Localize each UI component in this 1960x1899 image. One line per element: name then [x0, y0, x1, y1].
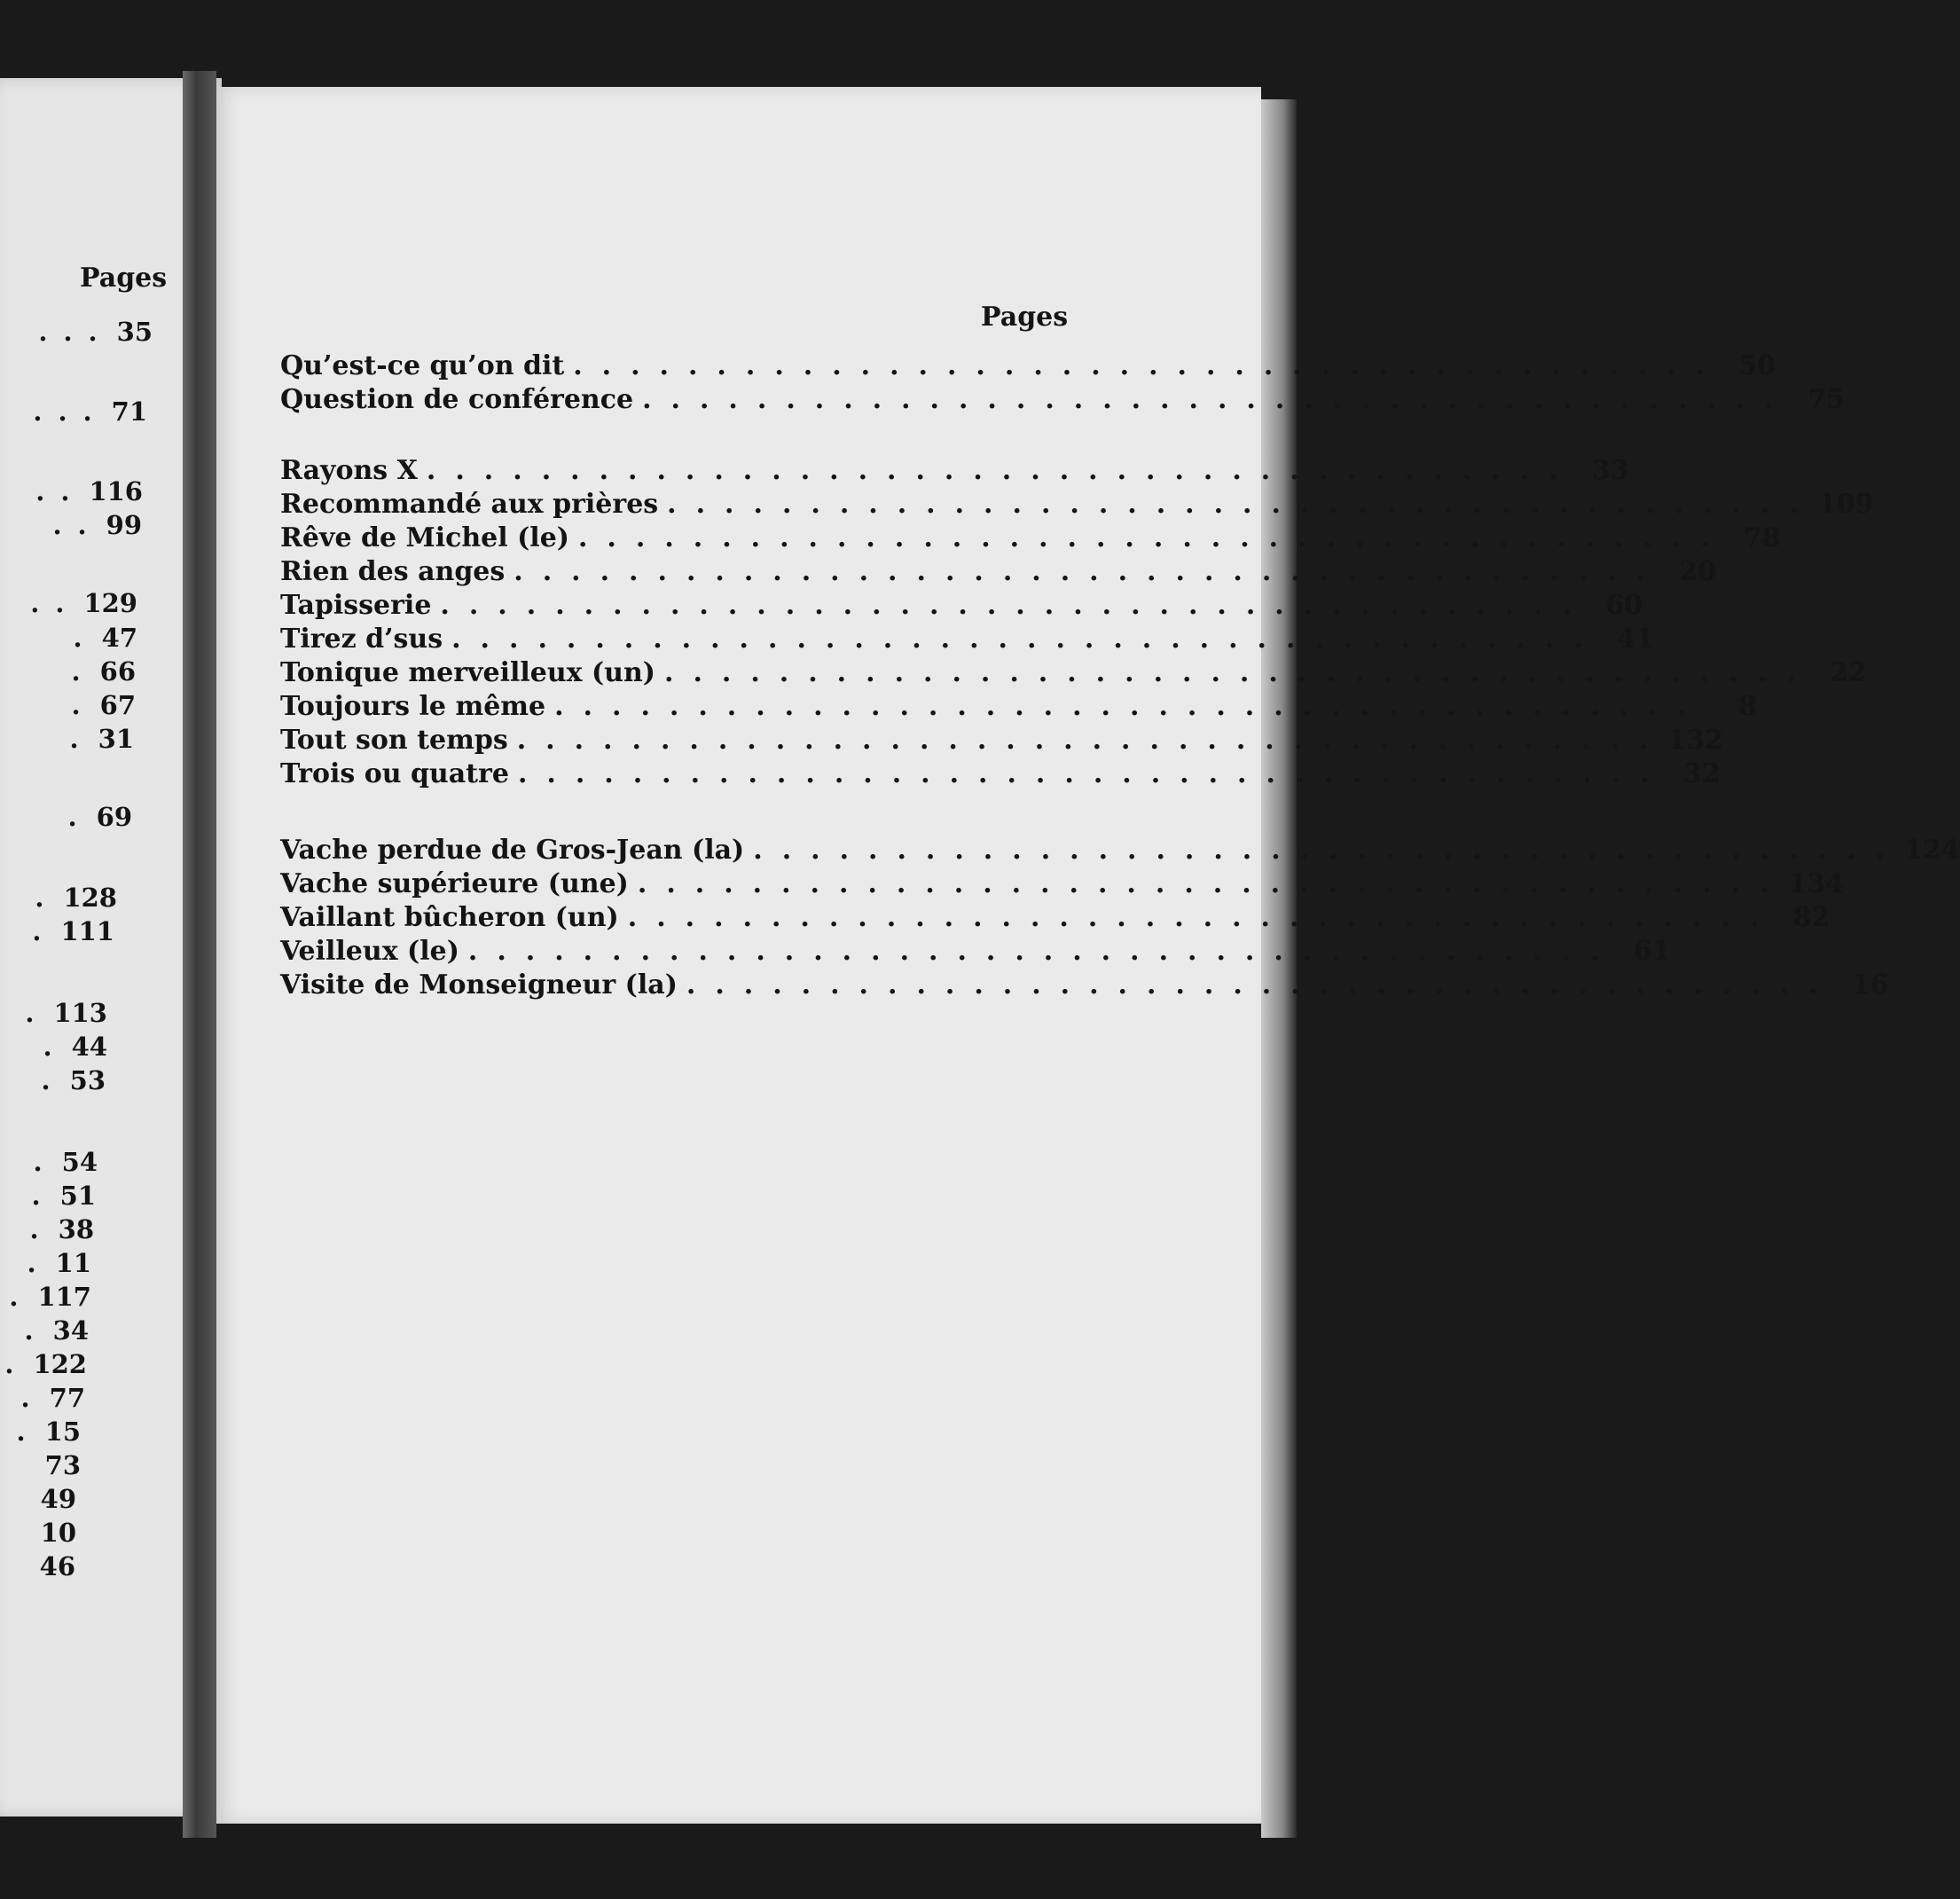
page-number: 38: [58, 1214, 94, 1244]
left-page-row: [0, 475, 143, 507]
index-entry: [280, 757, 1721, 789]
leader-dots: .: [33, 1147, 59, 1177]
index-entry: [280, 522, 1781, 553]
index-entry: [280, 724, 1724, 756]
index-entry: [280, 623, 1654, 655]
leader-dots: ........................................: [554, 690, 1705, 722]
entry-page-number: 134: [1788, 867, 1845, 899]
page-number: 47: [101, 623, 137, 653]
entry-page-number: 16: [1851, 969, 1889, 1001]
left-page-row: [0, 1064, 106, 1096]
page-number: 44: [71, 1032, 107, 1062]
leader-dots: ........................................: [642, 383, 1793, 415]
entry-title: Rien des anges: [280, 555, 506, 587]
index-entry: [280, 935, 1671, 967]
leader-dots: .: [4, 1349, 30, 1379]
entry-page-number: 50: [1738, 349, 1776, 381]
index-entry: [280, 383, 1845, 415]
entry-title: Vache perdue de Gros-Jean (la): [280, 834, 745, 866]
entry-title: Vaillant bûcheron (un): [280, 901, 619, 933]
entry-page-number: 22: [1830, 656, 1867, 688]
leader-dots: .: [25, 998, 51, 1028]
leader-dots: ........................................: [467, 935, 1619, 967]
leader-dots: ........................................: [577, 522, 1729, 553]
entry-page-number: 32: [1682, 757, 1721, 789]
left-page-row: [0, 1213, 94, 1245]
left-pages-header: Pages: [80, 263, 168, 294]
leader-dots: .: [24, 1315, 50, 1346]
entry-page-number: 41: [1617, 623, 1654, 655]
leader-dots: ...: [33, 396, 108, 427]
entry-page-number: 60: [1605, 589, 1643, 621]
page-number: 99: [106, 510, 142, 540]
left-page-row: [0, 1416, 81, 1448]
page-number: 73: [44, 1450, 81, 1480]
leader-dots: ..: [52, 510, 103, 540]
leader-dots: .: [67, 802, 93, 832]
page-number: 51: [59, 1181, 96, 1211]
entry-title: Tapisserie: [280, 589, 432, 621]
entry-page-number: 109: [1817, 488, 1874, 520]
leader-dots: .: [29, 1214, 55, 1244]
leader-dots: ........................................: [753, 834, 1905, 866]
entry-title: Rayons X: [280, 454, 418, 486]
leader-dots: ........................................: [516, 724, 1668, 756]
entry-title: Rêve de Michel (le): [280, 522, 569, 553]
index-entry: [280, 488, 1874, 520]
entry-title: Tirez d’sus: [280, 623, 443, 655]
page-number: 34: [52, 1315, 89, 1346]
entry-page-number: 20: [1679, 555, 1717, 587]
entry-page-number: 61: [1633, 935, 1671, 967]
entry-title: Vache supérieure (une): [280, 867, 629, 899]
left-page-row: [0, 396, 147, 428]
index-entry: [280, 555, 1717, 587]
page-number: 66: [99, 656, 136, 687]
leader-dots: ........................................: [440, 589, 1592, 621]
leader-dots: ........................................: [514, 555, 1666, 587]
entry-page-number: 33: [1591, 454, 1629, 486]
book-gutter: [183, 71, 216, 1838]
left-page-row: [0, 1517, 76, 1549]
leader-dots: ........................................: [686, 969, 1838, 1001]
left-page-row: [0, 801, 132, 833]
index-entry: [280, 901, 1831, 933]
leader-dots: ........................................: [426, 454, 1578, 486]
entry-title: Question de conférence: [280, 383, 634, 415]
left-page-row: [0, 689, 136, 721]
left-page-row: [0, 1146, 98, 1178]
index-entry: [280, 349, 1776, 381]
entry-page-number: 132: [1667, 724, 1724, 756]
page-number: 116: [89, 476, 143, 506]
left-page-row: [0, 587, 137, 619]
page-number: 128: [63, 883, 117, 913]
leader-dots: ..: [35, 476, 86, 506]
page-number: 77: [49, 1383, 85, 1413]
index-entry: [280, 834, 1960, 866]
left-page-row: [0, 1382, 85, 1414]
index-entry: [280, 867, 1845, 899]
left-page-row: [0, 1483, 76, 1515]
leader-dots: .: [73, 623, 98, 653]
entry-page-number: 124: [1904, 834, 1960, 866]
leader-dots: ........................................: [667, 488, 1818, 520]
leader-dots: ...: [38, 317, 114, 347]
page-number: 67: [99, 690, 136, 720]
leader-dots: ........................................: [573, 349, 1724, 381]
entry-title: Trois ou quatre: [280, 757, 509, 789]
left-page-row: [0, 723, 134, 755]
entry-page-number: 82: [1792, 901, 1831, 933]
page-number: 113: [53, 998, 107, 1028]
leader-dots: ........................................: [637, 867, 1789, 899]
leader-dots: .: [41, 1065, 67, 1095]
leader-dots: ........................................: [627, 901, 1779, 933]
page-number: 10: [40, 1518, 76, 1548]
page-number: 111: [60, 916, 114, 946]
page-number: 53: [69, 1065, 106, 1095]
entry-title: Toujours le même: [280, 690, 546, 722]
left-page-row: [0, 316, 153, 348]
page-number: 117: [37, 1282, 91, 1312]
leader-dots: .: [31, 1181, 57, 1211]
leader-dots: ..: [30, 588, 81, 618]
index-entry: [280, 656, 1867, 688]
right-pages-header: Pages: [981, 302, 1069, 333]
index-entry: [280, 969, 1889, 1001]
entry-title: Tonique merveilleux (un): [280, 656, 656, 688]
leader-dots: ........................................: [664, 656, 1815, 688]
page-number: 11: [55, 1248, 91, 1278]
left-page-row: [0, 1031, 107, 1063]
page-number: 69: [96, 802, 132, 832]
page-number: 129: [83, 588, 137, 618]
leader-dots: .: [71, 690, 97, 720]
left-page-row: [0, 1314, 89, 1346]
leader-dots: .: [20, 1383, 46, 1413]
left-page-row: [0, 622, 137, 654]
page-number: 122: [33, 1349, 87, 1379]
left-page-row: [0, 1180, 96, 1212]
left-page-row: [0, 1550, 75, 1582]
leader-dots: .: [27, 1248, 52, 1278]
entry-page-number: 78: [1744, 522, 1781, 553]
left-page-row: [0, 1281, 91, 1313]
entry-title: Veilleux (le): [280, 935, 459, 967]
entry-title: Recommandé aux prières: [280, 488, 659, 520]
entry-page-number: 8: [1738, 690, 1757, 722]
left-page-row: [0, 1247, 91, 1279]
leader-dots: .: [35, 883, 60, 913]
left-page-row: [0, 1449, 81, 1481]
left-page-row: [0, 1348, 87, 1380]
page-number: 71: [111, 396, 147, 427]
leader-dots: .: [69, 724, 95, 754]
left-page-row: [0, 882, 117, 914]
entry-title: Visite de Monseigneur (la): [280, 969, 678, 1001]
page-number: 46: [39, 1551, 75, 1581]
page-number: 49: [40, 1484, 76, 1514]
entry-title: Qu’est-ce qu’on dit: [280, 349, 565, 381]
leader-dots: .: [16, 1416, 42, 1447]
page-number: 15: [44, 1416, 81, 1447]
leader-dots: ........................................: [451, 623, 1603, 655]
left-page-row: [0, 997, 107, 1029]
index-entry: [280, 589, 1643, 621]
entry-page-number: 75: [1807, 383, 1845, 415]
leader-dots: ........................................: [517, 757, 1669, 789]
index-entry: [280, 690, 1757, 722]
leader-dots: .: [71, 656, 97, 687]
left-page-row: [0, 509, 142, 541]
leader-dots: .: [9, 1282, 35, 1312]
leader-dots: .: [43, 1032, 68, 1062]
page-number: 31: [98, 724, 134, 754]
leader-dots: .: [32, 916, 58, 946]
index-entry: [280, 454, 1629, 486]
page-number: 35: [116, 317, 153, 347]
entry-title: Tout son temps: [280, 724, 508, 756]
left-page-row: [0, 655, 136, 687]
page-number: 54: [61, 1147, 98, 1177]
left-page-row: [0, 915, 114, 947]
